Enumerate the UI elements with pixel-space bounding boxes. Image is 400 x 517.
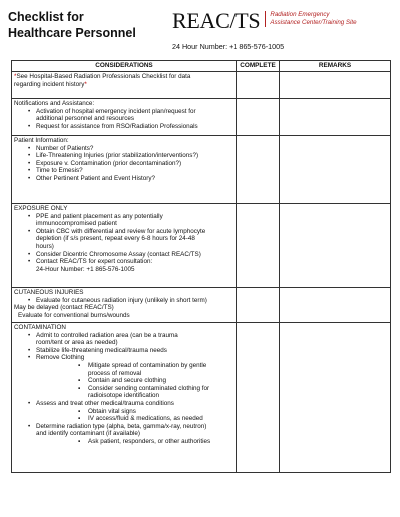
remarks-cell-notifications[interactable]	[280, 99, 391, 136]
list-item: ▪ IV access/fluid & medications, as needed	[14, 415, 234, 423]
contamination-list	[14, 332, 234, 362]
complete-cell-contamination[interactable]	[237, 323, 280, 473]
remarks-cell-exposure[interactable]	[280, 204, 391, 288]
cutaneous-delayed-note: May be delayed (contact REAC/TS)	[14, 304, 114, 312]
intro-star-open: *	[14, 73, 17, 80]
list-item: • Evaluate for cutaneous radiation injury (unlikely in short term)	[14, 297, 234, 305]
remarks-cell-cutaneous[interactable]	[280, 288, 391, 323]
notifications-cell	[12, 99, 237, 136]
table-row-patient-info	[12, 136, 391, 204]
logo-text: REAC/TS	[172, 8, 261, 33]
contamination-cell	[12, 323, 237, 473]
list-item: • Obtain CBC with differential and review for acute lymphocyte depletion (if s/s present, repeat every 6-8 hours for 24-48 hours)	[14, 228, 234, 251]
list-item: ▪ Contain and secure clothing	[14, 377, 234, 385]
complete-cell-cutaneous[interactable]	[237, 288, 280, 323]
patient-info-heading: Patient Information:	[14, 137, 69, 144]
intro-text-1: See Hospital-Based Radiation Professionals Checklist for data	[16, 73, 191, 80]
table-row-contamination	[12, 323, 391, 473]
list-item: • Stabilize life-threatening medical/trauma needs	[14, 347, 234, 355]
exposure-cell	[12, 204, 237, 288]
assess-sublist	[14, 408, 234, 423]
table-row-exposure	[12, 204, 391, 288]
assess-list	[14, 400, 234, 408]
exposure-heading: EXPOSURE ONLY	[14, 205, 68, 212]
intro-star-close: *	[84, 80, 87, 88]
list-item: • Contact REAC/TS for expert consultation: 24-Hour Number: +1 865-576-1005	[14, 258, 234, 273]
list-item: ▪ Mitigate spread of contamination by gentle process of removal	[14, 362, 234, 377]
cutaneous-burns-note: Evaluate for conventional burns/wounds	[18, 311, 130, 319]
cutaneous-heading: CUTANEOUS INJURIES	[14, 289, 84, 296]
list-item: • PPE and patient placement as any potentially immunocompromised patient	[14, 213, 234, 228]
list-item: • Remove Clothing	[14, 354, 234, 362]
remove-clothing-sublist	[14, 362, 234, 400]
determine-list	[14, 423, 234, 438]
list-item: ▪ Consider sending contaminated clothing for radioisotope identification	[14, 385, 234, 400]
list-item: • Assess and treat other medical/trauma conditions	[14, 400, 234, 408]
list-item: • Other Pertinent Patient and Event History?	[14, 175, 234, 183]
intro-text-2: regarding incident history	[14, 80, 85, 88]
list-item: ▪ Ask patient, responders, or other authorities	[14, 438, 234, 446]
complete-cell-notifications[interactable]	[237, 99, 280, 136]
column-header-complete: COMPLETE	[237, 61, 280, 72]
list-item: • Time to Emesis?	[14, 167, 234, 175]
cutaneous-cell	[12, 288, 237, 323]
notifications-heading: Notifications and Assistance:	[14, 100, 95, 107]
list-item: • Request for assistance from RSO/Radiation Professionals	[14, 123, 234, 131]
list-item: • Life-Threatening Injuries (prior stabilization/interventions?)	[14, 152, 234, 160]
list-item: • Exposure v. Contamination (prior decontamination?)	[14, 160, 234, 168]
list-item: • Admit to controlled radiation area (can be a trauma room/tent or area as needed)	[14, 332, 234, 347]
contamination-heading: CONTAMINATION	[14, 324, 66, 331]
page-title	[8, 9, 136, 41]
table-row-cutaneous	[12, 288, 391, 323]
exposure-list	[14, 213, 234, 274]
complete-cell-patient-info[interactable]	[237, 136, 280, 204]
remarks-cell-intro[interactable]	[280, 72, 391, 99]
logo-subtitle-line-1: Radiation Emergency	[270, 11, 330, 18]
patient-info-cell	[12, 136, 237, 204]
patient-info-list	[14, 145, 234, 183]
remarks-cell-patient-info[interactable]	[280, 136, 391, 204]
hotline-number: 24 Hour Number: +1 865-576-1005	[172, 42, 285, 51]
complete-cell-exposure[interactable]	[237, 204, 280, 288]
notifications-list	[14, 108, 234, 131]
intro-cell	[12, 72, 237, 99]
cutaneous-list	[14, 297, 234, 305]
table-row-notifications	[12, 99, 391, 136]
logo-subtitle-line-2: Assistance Center/Training Site	[270, 19, 357, 26]
reacts-logo	[172, 9, 357, 33]
checklist-table	[11, 60, 391, 473]
list-item: • Number of Patients?	[14, 145, 234, 153]
remarks-cell-contamination[interactable]	[280, 323, 391, 473]
list-item: • Activation of hospital emergency incident plan/request for additional personnel and resources	[14, 108, 234, 123]
column-header-remarks: REMARKS	[280, 61, 391, 72]
logo-subtitle	[265, 11, 356, 27]
list-item: ▪ Obtain vital signs	[14, 408, 234, 416]
complete-cell-intro[interactable]	[237, 72, 280, 99]
list-item: • Determine radiation type (alpha, beta, gamma/x-ray, neutron) and identify contaminant (if available)	[14, 423, 234, 438]
determine-sublist	[14, 438, 234, 446]
table-header-row	[12, 61, 391, 72]
title-line-1: Checklist for	[8, 10, 84, 24]
title-line-2: Healthcare Personnel	[8, 26, 136, 40]
list-item: • Consider Dicentric Chromosome Assay (contact REAC/TS)	[14, 251, 234, 259]
table-row-intro	[12, 72, 391, 99]
column-header-considerations: CONSIDERATIONS	[12, 61, 237, 72]
